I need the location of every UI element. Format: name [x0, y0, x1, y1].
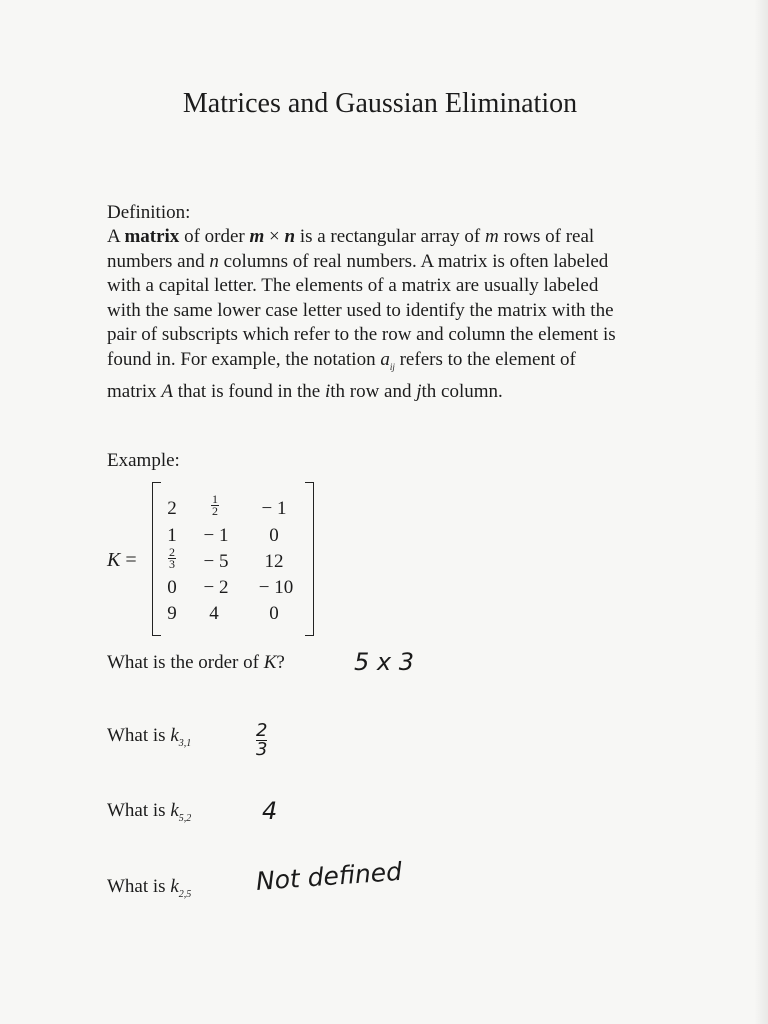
matrix-cell: 0	[167, 577, 177, 598]
text-run: rows of real	[498, 226, 595, 247]
subscript-ij: ij	[389, 361, 395, 372]
text-run: is a rectangular array of	[295, 226, 485, 247]
matrix-cell: 9	[167, 603, 177, 624]
handwritten-answer: Not defined	[254, 856, 403, 896]
definition-text	[107, 225, 637, 404]
matrix-cell: − 1	[261, 498, 287, 519]
definition-line-6	[107, 348, 637, 380]
matrix-cell	[185, 494, 245, 521]
var-k: k	[170, 800, 179, 821]
var-A: A	[161, 380, 173, 402]
definition-line-3: with a capital letter. The elements of a matrix are usually labeled	[107, 275, 599, 297]
var-a: a	[380, 348, 390, 370]
var-K: K	[263, 652, 277, 673]
var-m: m	[249, 226, 265, 247]
text-run: A	[107, 226, 125, 247]
matrix-cell: − 1	[203, 525, 229, 546]
subscript: 5,2	[178, 813, 192, 824]
handwritten-answer: 4	[262, 797, 278, 825]
var-K: K	[107, 549, 121, 571]
definition-line-7	[107, 380, 637, 405]
text-run: of order	[179, 226, 250, 247]
var-k: k	[170, 725, 179, 746]
matrix-cell: 1	[167, 525, 177, 546]
question-k31	[107, 725, 191, 749]
handwritten-fraction	[256, 722, 267, 759]
text-run: What is the order of	[107, 652, 264, 673]
var-i: i	[324, 380, 331, 402]
text-run: th column.	[421, 380, 503, 402]
subscript: 2,5	[178, 889, 192, 900]
var-j: j	[416, 380, 422, 402]
var-m: m	[484, 226, 499, 247]
equals-sign: =	[120, 549, 137, 571]
handwritten-answer: 5 x 3	[354, 648, 414, 676]
definition-line-5: pair of subscripts which refer to the row and column the element is	[107, 324, 616, 346]
text-run: What is	[107, 800, 171, 821]
var-n: n	[284, 226, 296, 247]
matrix-term: matrix	[124, 226, 180, 247]
matrix-cell: 0	[269, 525, 279, 546]
question-k52	[107, 800, 191, 824]
fraction-numerator: 2	[256, 720, 268, 741]
text-run: numbers and	[107, 250, 210, 272]
text-run: that is found in the	[172, 380, 325, 402]
definition-line-4: with the same lower case letter used to identify the matrix with the	[107, 299, 614, 321]
times-symbol: ×	[264, 226, 285, 247]
fraction-half	[211, 494, 219, 517]
fraction-numerator: 2	[169, 545, 175, 559]
text-run: found in. For example, the notation	[107, 348, 381, 370]
text-run: ?	[276, 652, 285, 673]
page-title: Matrices and Gaussian Elimination	[182, 88, 578, 119]
right-bracket	[305, 482, 314, 636]
page-edge-shadow	[754, 0, 768, 1024]
question-order	[107, 652, 285, 674]
question-k25	[107, 876, 191, 900]
fraction-numerator: 1	[212, 492, 218, 506]
var-n: n	[209, 250, 219, 272]
matrix-cell: 0	[269, 603, 279, 624]
fraction-denominator: 2	[212, 504, 218, 518]
matrix-cell: 12	[264, 551, 284, 572]
text-run: refers to the element of	[394, 348, 576, 370]
matrix-cell: − 2	[203, 577, 229, 598]
matrix-cell: 4	[209, 603, 219, 624]
example-label: Example:	[107, 450, 180, 471]
matrix-name	[107, 549, 137, 572]
text-run: columns of real numbers. A matrix is often labeled	[218, 250, 609, 272]
text-run: What is	[107, 725, 171, 746]
var-k: k	[170, 876, 179, 897]
fraction-two-thirds	[168, 547, 176, 570]
fraction-denominator: 3	[169, 557, 175, 571]
subscript: 3,1	[178, 738, 192, 749]
matrix-cell: − 5	[203, 551, 229, 572]
matrix-cell: 2	[167, 498, 177, 519]
definition-label: Definition:	[107, 202, 191, 223]
definition-line-1	[107, 225, 637, 250]
text-run: matrix	[107, 380, 162, 402]
definition-line-2	[107, 250, 637, 275]
fraction-denominator: 3	[256, 739, 268, 760]
matrix-cell: − 10	[258, 577, 294, 598]
handwritten-answer	[256, 722, 267, 760]
text-run: What is	[107, 876, 171, 897]
text-run: th row and	[330, 380, 417, 402]
